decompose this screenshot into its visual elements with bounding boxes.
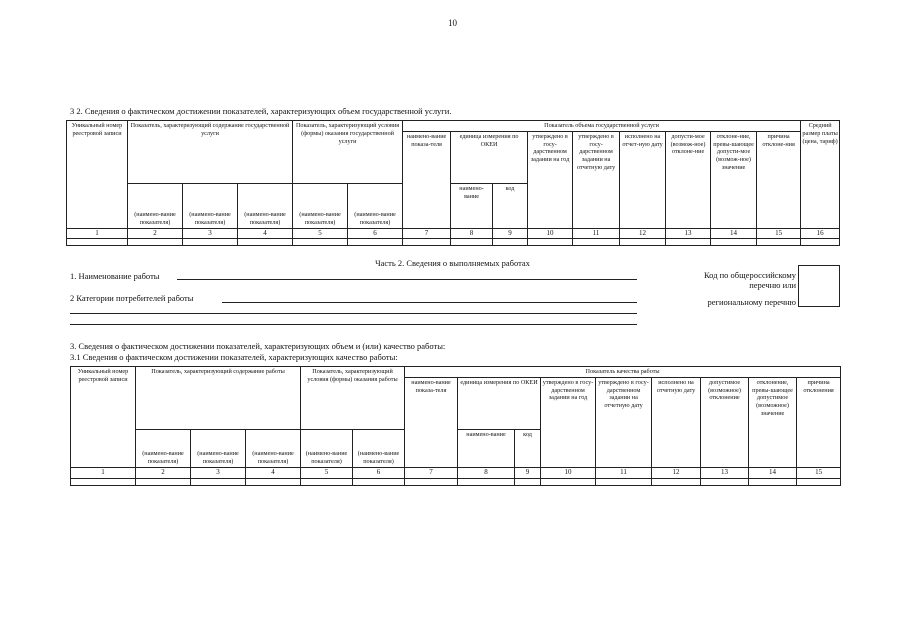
- empty-cell: [541, 478, 596, 485]
- col-number: 15: [757, 228, 801, 238]
- consumers-label: 2 Категории потребителей работы: [70, 293, 194, 303]
- empty-cell: [191, 478, 246, 485]
- empty-cell: [757, 238, 801, 245]
- col-number: 7: [403, 228, 451, 238]
- col-allowed-deviation: допустимое (возможное) отклонение: [701, 377, 749, 467]
- col-number: 9: [493, 228, 528, 238]
- code-label-line-3: региональному перечню: [707, 297, 796, 307]
- col-number: 3: [183, 228, 238, 238]
- empty-cell: [403, 238, 451, 245]
- section-3-1-subtitle: 3.1 Сведения о фактическом достижении показателей, характеризующих качество работы:: [70, 352, 398, 362]
- col-approved-date: утверждено в госу-дарственном задании на отчетную дату: [596, 377, 652, 467]
- col-done: исполнено на отчетную дату: [652, 377, 701, 467]
- col-number: 12: [620, 228, 666, 238]
- section-3-title: 3. Сведения о фактическом достижении показателей, характеризующих объем и (или) качество работы:: [70, 341, 446, 351]
- consumers-field-line-3[interactable]: [70, 324, 637, 325]
- col-volume-indicator: Показатель объема государственной услуги: [403, 121, 801, 132]
- empty-cell: [136, 478, 191, 485]
- col-number: 14: [749, 467, 797, 478]
- subcol-indicator-name: (наимено-вание показателя): [348, 183, 403, 228]
- empty-cell: [801, 238, 840, 245]
- empty-cell: [749, 478, 797, 485]
- col-conditions-indicator: Показатель, характеризующий условия (формы) оказания работы: [301, 367, 405, 430]
- col-number: 16: [801, 228, 840, 238]
- code-label-line-2: перечню или: [749, 280, 796, 290]
- subcol-indicator-name: (наимено-вание показателя): [301, 429, 353, 467]
- col-number: 6: [348, 228, 403, 238]
- quality-indicators-table: [70, 366, 841, 486]
- subcol-unit-name: наимено-вание: [458, 429, 515, 467]
- col-number: 14: [711, 228, 757, 238]
- col-indicator-name: наимено-вание показа-теля: [403, 131, 451, 228]
- section-3-2-caption: 3 2. Сведения о фактическом достижении показателей, характеризующих объем государственной услуги.: [70, 106, 452, 116]
- col-number: 7: [405, 467, 458, 478]
- subcol-unit-code: код: [515, 429, 541, 467]
- empty-cell: [596, 478, 652, 485]
- empty-cell: [528, 238, 573, 245]
- empty-cell: [293, 238, 348, 245]
- subcol-indicator-name: (наимено-вание показателя): [183, 183, 238, 228]
- col-approved-date: утверждено в госу-дарственном задании на отчетную дату: [573, 131, 620, 228]
- code-box[interactable]: [798, 265, 840, 307]
- empty-cell: [301, 478, 353, 485]
- empty-cell: [573, 238, 620, 245]
- empty-cell: [666, 238, 711, 245]
- subcol-unit-name: наимено-вание: [451, 183, 493, 228]
- col-number: 15: [797, 467, 841, 478]
- empty-cell: [67, 238, 128, 245]
- col-number: 13: [666, 228, 711, 238]
- empty-cell: [493, 238, 528, 245]
- subcol-indicator-name: (наимено-вание показателя): [128, 183, 183, 228]
- subcol-unit-code: код: [493, 183, 528, 228]
- subcol-indicator-name: (наимено-вание показателя): [353, 429, 405, 467]
- consumers-field[interactable]: [222, 302, 637, 303]
- consumers-field-line-2[interactable]: [70, 313, 637, 314]
- empty-cell: [183, 238, 238, 245]
- col-number: 11: [573, 228, 620, 238]
- col-indicator-name: наимено-вание показа-теля: [405, 377, 458, 467]
- col-content-indicator: Показатель, характеризующий содержание работы: [136, 367, 301, 430]
- col-number: 2: [136, 467, 191, 478]
- empty-cell: [71, 478, 136, 485]
- work-name-label: 1. Наименование работы: [70, 271, 160, 281]
- col-number: 12: [652, 467, 701, 478]
- empty-cell: [405, 478, 458, 485]
- empty-cell: [701, 478, 749, 485]
- col-number: 11: [596, 467, 652, 478]
- col-unit-okei: единица измерения по ОКЕИ: [451, 131, 528, 183]
- subcol-indicator-name: (наимено-вание показателя): [246, 429, 301, 467]
- col-number: 3: [191, 467, 246, 478]
- col-number: 8: [451, 228, 493, 238]
- col-conditions-indicator: Показатель, характеризующий условия (формы) оказания государственной услуги: [293, 121, 403, 184]
- empty-cell: [620, 238, 666, 245]
- col-number: 5: [293, 228, 348, 238]
- col-number: 6: [353, 467, 405, 478]
- part-2-title: Часть 2. Сведения о выполняемых работах: [375, 258, 530, 268]
- subcol-indicator-name: (наимено-вание показателя): [238, 183, 293, 228]
- col-number: 1: [71, 467, 136, 478]
- code-label-line-1: Код по общероссийскому: [703, 270, 796, 280]
- page-number: 10: [448, 18, 457, 28]
- volume-indicators-table: [66, 120, 840, 246]
- col-number: 13: [701, 467, 749, 478]
- empty-cell: [711, 238, 757, 245]
- col-number: 1: [67, 228, 128, 238]
- col-number: 10: [528, 228, 573, 238]
- empty-cell: [238, 238, 293, 245]
- empty-cell: [515, 478, 541, 485]
- col-approved-year: утверждено в госу-дарственном задании на год: [528, 131, 573, 228]
- col-content-indicator: Показатель, характеризующий содержание государственной услуги: [128, 121, 293, 184]
- col-approved-year: утверждено в госу-дарственном задании на год: [541, 377, 596, 467]
- empty-cell: [451, 238, 493, 245]
- empty-cell: [128, 238, 183, 245]
- col-exceeding-deviation: отклонение, превы-шающее допустимое (возможное) значение: [749, 377, 797, 467]
- col-unique-record: Уникальный номер реестровой записи: [67, 121, 128, 229]
- subcol-indicator-name: (наимено-вание показателя): [191, 429, 246, 467]
- col-number: 8: [458, 467, 515, 478]
- col-allowed-deviation: допусти-мое (возмож-ное) отклоне-ние: [666, 131, 711, 228]
- col-done: исполнено на отчет-ную дату: [620, 131, 666, 228]
- col-number: 2: [128, 228, 183, 238]
- col-number: 10: [541, 467, 596, 478]
- empty-cell: [797, 478, 841, 485]
- work-name-field[interactable]: [177, 279, 637, 280]
- col-number: 4: [246, 467, 301, 478]
- col-deviation-reason: причина отклоне-ния: [757, 131, 801, 228]
- col-number: 5: [301, 467, 353, 478]
- col-number: 9: [515, 467, 541, 478]
- empty-cell: [652, 478, 701, 485]
- col-average-fee: Средний размер платы (цена, тариф): [801, 121, 840, 229]
- empty-cell: [458, 478, 515, 485]
- empty-cell: [246, 478, 301, 485]
- col-quality-indicator: Показатель качества работы: [405, 367, 841, 378]
- empty-cell: [348, 238, 403, 245]
- col-deviation-reason: причина отклонения: [797, 377, 841, 467]
- empty-cell: [353, 478, 405, 485]
- col-number: 4: [238, 228, 293, 238]
- col-unit-okei: единица измерения по ОКЕИ: [458, 377, 541, 429]
- col-unique-record: Уникальный номер реестровой записи: [71, 367, 136, 468]
- subcol-indicator-name: (наимено-вание показателя): [293, 183, 348, 228]
- subcol-indicator-name: (наимено-вание показателя): [136, 429, 191, 467]
- col-exceeding-deviation: отклоне-ние, превы-шающее допусти-мое (возмож-ное) значение: [711, 131, 757, 228]
